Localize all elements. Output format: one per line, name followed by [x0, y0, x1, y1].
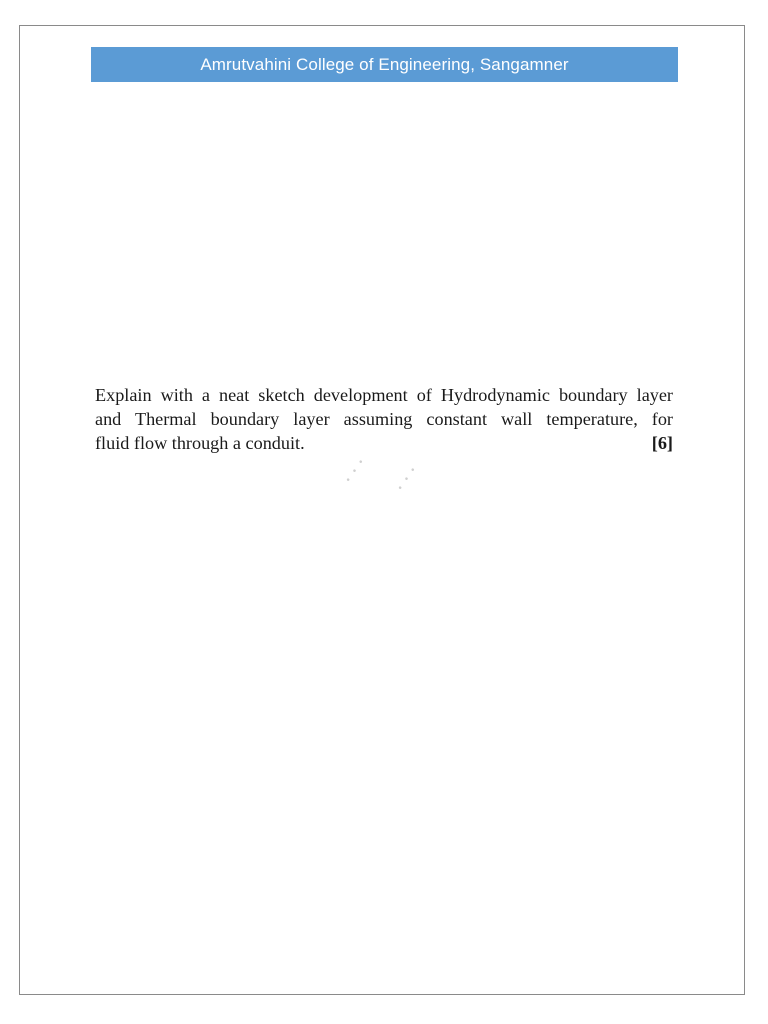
question-line-1: Explain with a neat sketch development of Hydrodynamic boundary layer	[95, 385, 673, 405]
college-name: Amrutvahini College of Engineering, Sangamner	[200, 55, 569, 74]
question-line-3: fluid flow through a conduit.	[95, 433, 305, 453]
watermark-stamp: . . . . . .	[331, 448, 420, 494]
question-line-2: and Thermal boundary layer assuming constant wall temperature, for	[95, 409, 673, 429]
college-header-banner	[91, 47, 678, 82]
question-block	[95, 383, 673, 455]
document-page	[19, 25, 745, 995]
marks-label: [6]	[651, 433, 673, 453]
question-line-3-row	[95, 431, 673, 455]
